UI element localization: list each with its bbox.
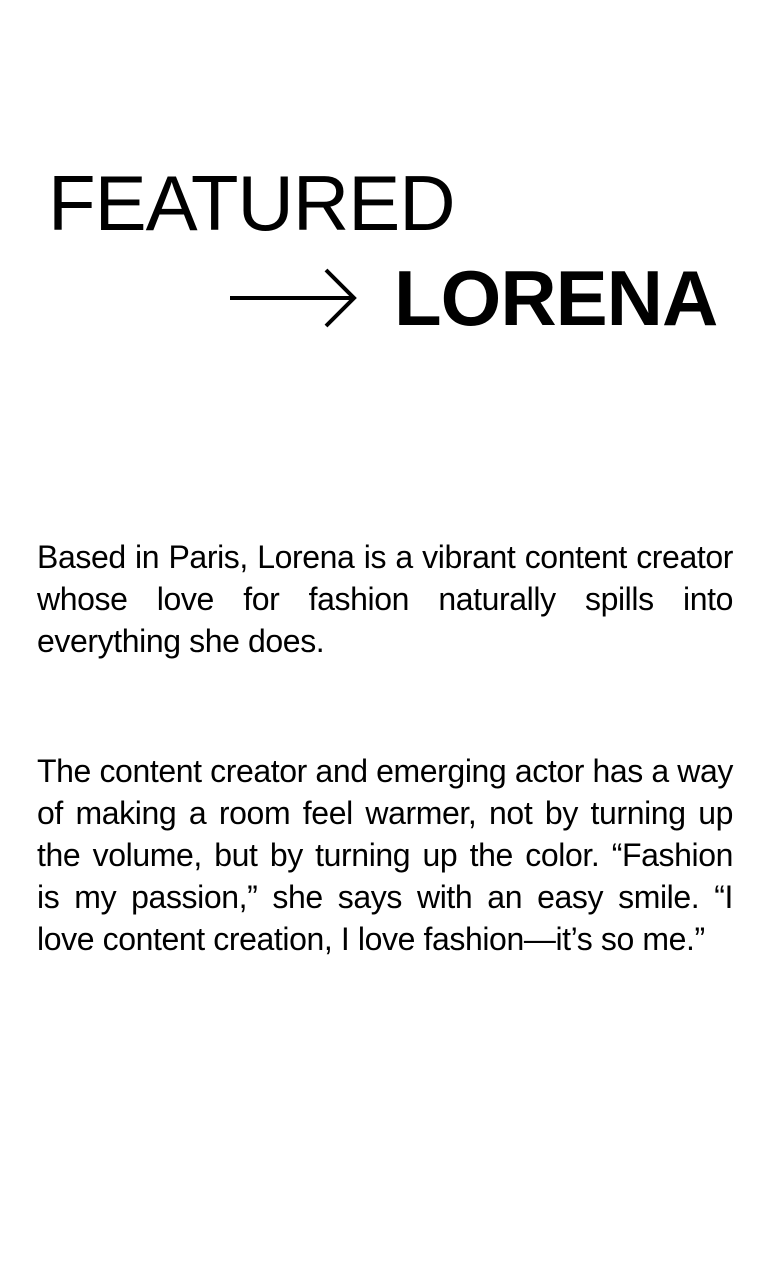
featured-name-row [230, 254, 718, 342]
featured-heading: FEATURED [48, 159, 455, 247]
featured-person-name: LORENA [394, 254, 718, 342]
article-paragraph-2: The content creator and emerging actor has a way of making a room feel warmer, not by turning up the volume, but by turning up the color. “Fashion is my passion,” she says with an easy smile. “I love content creation, I love fashion—it’s so me.” [37, 753, 733, 957]
article-paragraph-1: Based in Paris, Lorena is a vibrant content creator whose love for fashion naturally spills into everything she does. [37, 539, 733, 659]
right-arrow-icon [230, 266, 358, 330]
